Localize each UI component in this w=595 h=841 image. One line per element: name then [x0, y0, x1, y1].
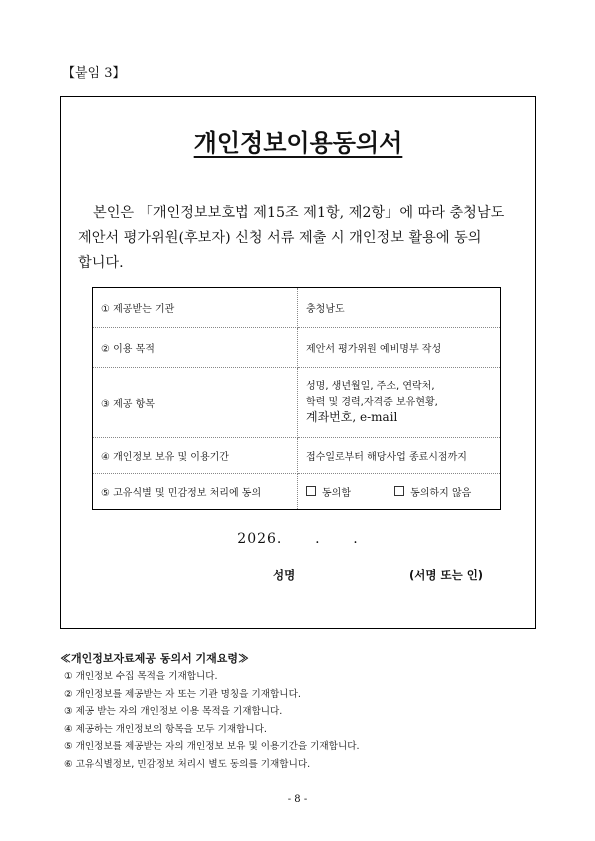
row-value: 충청남도: [298, 288, 501, 328]
attachment-label: 【붙임 3】: [62, 66, 126, 81]
list-item: ⑥ 고유식별정보, 민감정보 처리시 별도 동의를 기재합니다.: [64, 758, 311, 770]
consent-form-frame: [60, 96, 536, 629]
agree-option[interactable]: [306, 484, 351, 499]
list-item: ① 개인정보 수집 목적을 기재합니다.: [64, 671, 218, 682]
date-line: 2026. . .: [237, 531, 359, 547]
form-title: 개인정보이용동의서: [193, 129, 403, 157]
signature-hint: (서명 또는 인): [409, 568, 484, 582]
table-row: [93, 474, 501, 510]
row-label: ② 이용 목적: [93, 328, 298, 368]
table-row: [93, 368, 501, 438]
disagree-label: 동의하지 않음: [410, 487, 472, 499]
list-item: ② 개인정보를 제공받는 자 또는 기관 명칭을 기재합니다.: [64, 688, 301, 700]
row-value: 제안서 평가위원 예비명부 작성: [298, 328, 501, 368]
row-value: [298, 368, 501, 438]
page-number: - 8 -: [287, 794, 308, 805]
consent-options: [298, 474, 501, 510]
row-label: ① 제공받는 기관: [93, 288, 298, 328]
list-item: ⑤ 개인정보를 제공받는 자의 개인정보 보유 및 이용기간을 기재합니다.: [64, 741, 360, 752]
value-line: 계좌번호, e-mail: [306, 410, 398, 425]
value-line: 학력 및 경력,자격증 보유현황,: [306, 396, 438, 408]
intro-paragraph: [78, 201, 536, 276]
table-row: [93, 288, 501, 328]
value-line: 성명, 생년월일, 주소, 연락처,: [306, 381, 435, 393]
table-row: [93, 328, 501, 368]
agree-checkbox[interactable]: [306, 486, 316, 496]
consent-info-table: [92, 287, 501, 510]
guide-title: ≪개인정보자료제공 동의서 기재요령≫: [60, 652, 250, 665]
row-label: ④ 개인정보 보유 및 이용기간: [93, 438, 298, 474]
intro-line: 합니다.: [78, 255, 124, 271]
list-item: ③ 제공 받는 자의 개인정보 이용 목적을 기재합니다.: [64, 706, 283, 717]
disagree-option[interactable]: [394, 484, 471, 499]
row-label: ③ 제공 항목: [93, 368, 298, 438]
intro-line: 제안서 평가위원(후보자) 신청 서류 제출 시 개인정보 활용에 동의: [78, 230, 482, 246]
agree-label: 동의함: [322, 487, 351, 499]
signature-label: 성명: [273, 568, 296, 582]
guide-list: [64, 668, 360, 773]
row-label: ⑤ 고유식별 및 민감정보 처리에 동의: [93, 474, 298, 510]
disagree-checkbox[interactable]: [394, 486, 404, 496]
intro-line: 본인은 「개인정보보호법 제15조 제1항, 제2항」에 따라 충청남도: [93, 205, 505, 221]
table-row: [93, 438, 501, 474]
list-item: ④ 제공하는 개인정보의 항목을 모두 기재합니다.: [64, 723, 267, 735]
row-value: 접수일로부터 해당사업 종료시점까지: [298, 438, 501, 474]
